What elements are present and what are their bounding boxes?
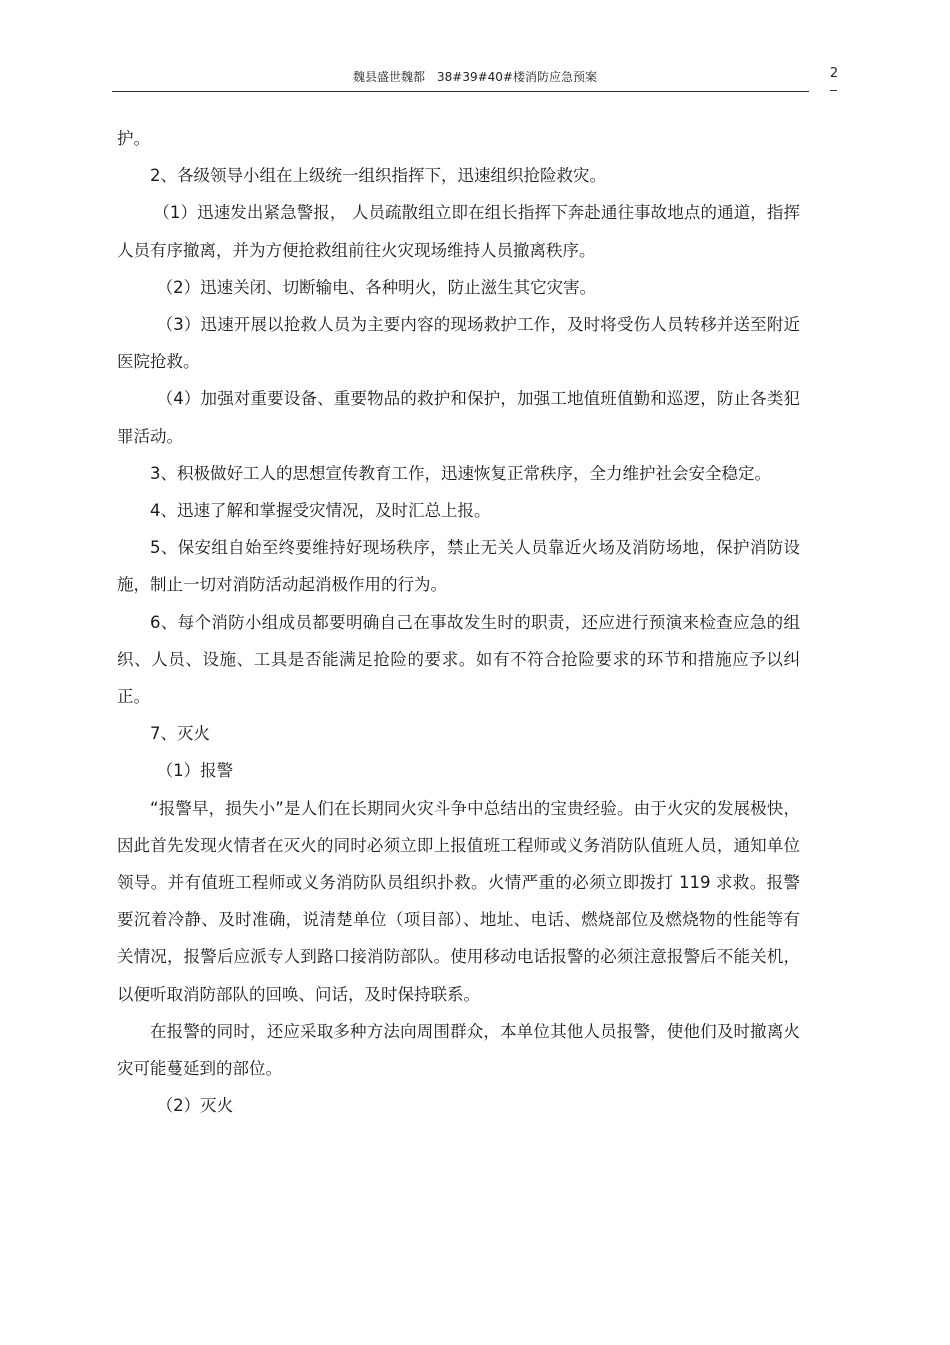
page-number-underline (830, 90, 837, 91)
header-title: 魏县盛世魏都 38#39#40#楼消防应急预案 (353, 70, 597, 84)
paragraph-alarm-others: 在报警的同时，还应采取多种方法向周围群众，本单位其他人员报警，使他们及时撤离火灾可能蔓延到的部位。 (117, 1021, 800, 1079)
page-number: 2 (829, 66, 839, 81)
paragraph-subitem-1: （1）迅速发出紧急警报， 人员疏散组立即在组长指挥下奔赴通往事故地点的通道，指挥人员有序撤离，并为方便抢救组前往火灾现场维持人员撤离秩序。 (117, 203, 800, 260)
subsection-heading-alarm: （1）报警 (156, 761, 234, 781)
subsection-heading-extinguish: （2）灭火 (156, 1096, 234, 1116)
paragraph-item-2: 2、各级领导小组在上级统一组织指挥下，迅速组织抢险救灾。 (150, 166, 606, 186)
paragraph-subitem-4: （4）加强对重要设备、重要物品的救护和保护，加强工地值班值勤和巡逻，防止各类犯罪活动。 (117, 389, 800, 446)
paragraph-continuation: 护。 (117, 129, 150, 148)
paragraph-subitem-3: （3）迅速开展以抢救人员为主要内容的现场救护工作，及时将受伤人员转移并送至附近医院抢救。 (117, 315, 800, 372)
document-body (117, 120, 800, 1124)
header-divider (112, 91, 809, 92)
paragraph-subitem-2: （2）迅速关闭、切断输电、各种明火，防止滋生其它灾害。 (156, 277, 597, 297)
paragraph-item-4: 4、迅速了解和掌握受灾情况，及时汇总上报。 (150, 501, 491, 521)
section-heading-fire-fighting: 7、灭火 (150, 724, 210, 744)
paragraph-alarm-details: “报警早，损失小”是人们在长期同火灾斗争中总结出的宝贵经验。由于火灾的发展极快，因此首先发现火情者在灭火的同时必须立即上报值班工程师或义务消防队值班人员，通知单位领导。并有值班工程师或义务消防队员组织扑救。火情严重的必须立即拨打 119 求救。报警要沉着冷静、及时准确，说清楚单位（项目部）、地址、电话、燃烧部位及燃烧物的性能等有关情况，报警后应派专人到路口接消防部队。使用移动电话报警的必须注意报警后不能关机，以便听取消防部队的回唤、问话，及时保持联系。 (117, 798, 800, 1004)
paragraph-item-5: 5、保安组自始至终要维持好现场秩序，禁止无关人员靠近火场及消防场地，保护消防设施，制止一切对消防活动起消极作用的行为。 (117, 538, 800, 595)
paragraph-item-3: 3、积极做好工人的思想宣传教育工作，迅速恢复正常秩序，全力维护社会安全稳定。 (150, 463, 771, 483)
paragraph-item-6: 6、每个消防小组成员都要明确自己在事故发生时的职责，还应进行预演来检查应急的组织、人员、设施、工具是否能满足抢险的要求。如有不符合抢险要求的环节和措施应予以纠正。 (117, 612, 800, 707)
